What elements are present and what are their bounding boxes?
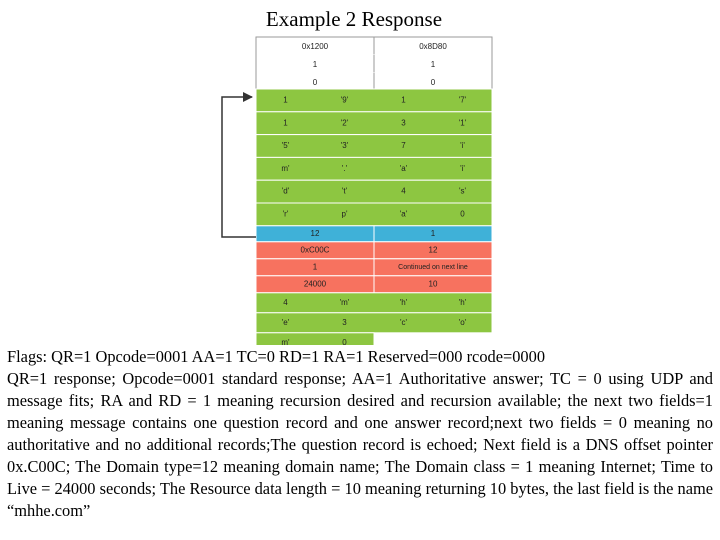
cell-text: 'd' [281,186,290,196]
cell-text: 3 [342,317,347,327]
cell-text: 'i' [460,163,465,173]
cell-text: 'a' [399,209,408,219]
cell-text: 'i' [460,141,465,151]
cell-text: '.' [341,163,348,173]
cell-text: 1 [312,262,318,272]
cell-text: 3 [401,118,406,128]
cell-text: 0x1200 [301,42,329,52]
cell-text: 0x8D80 [419,42,447,52]
cell-text: 'h' [458,297,467,307]
cell-text: '7' [458,95,467,105]
cell-text: 1 [283,95,288,105]
cell-text: '9' [340,95,349,105]
question-row [256,180,492,203]
cell-text: 'c' [399,317,408,327]
cell-text: 1 [283,118,288,128]
explanation-text: QR=1 response; Opcode=0001 standard response; AA=1 Authoritative answer; TC = 0 using UDP and message fits; RA and RD = 1 meaning recursion desired and recursion available; the next two fields=1 meaning message contains one question record and one answer record;next two fields = 0 meaning no authoritative and no additional records;The question record is echoed; Next field is a DNS offset pointer 0x.C00C; The Domain type=12 meaning domain name; The Domain class = 1 meaning Internet; Time to Live = 24000 seconds; The Resource data length = 10 meaning returning 10 bytes, the last field is the name “mhhe.com” [7,369,713,520]
cell-text: 'o' [458,317,467,327]
question-row [256,203,492,226]
cell-text: 24000 [303,279,327,289]
cell-text: 1 [430,60,436,70]
cell-text: 1 [401,95,406,105]
cell-text: 1 [312,60,318,70]
cell-text: 4 [401,186,406,196]
cell-text: 0xC00C [300,245,330,255]
cell-text: 10 [428,279,438,289]
question-row [256,89,492,112]
cell-text: 'm' [339,297,350,307]
cell-text: 't' [341,186,348,196]
cell-text: 4 [283,297,288,307]
data-row [256,313,492,333]
cell-text: '1' [458,118,467,128]
cell-text: m' [281,163,290,173]
cell-text: '5' [281,141,290,151]
cell-text: 0 [430,78,436,88]
cell-text: 12 [428,245,438,255]
cell-text: 'h' [399,297,408,307]
flags-line: Flags: QR=1 Opcode=0001 AA=1 TC=0 RD=1 RA=1 Reserved=000 rcode=0000 [7,347,546,366]
echo-pointer-arrow [222,97,256,237]
cell-text: 12 [310,228,320,238]
cell-text: 'a' [399,163,408,173]
cell-text: 0 [312,78,318,88]
cell-text: '3' [340,141,349,151]
cell-text: m' [281,337,290,345]
question-row [256,135,492,158]
cell-text: Continued on next line [398,264,468,272]
cell-text: 's' [458,186,467,196]
caption [7,346,713,522]
cell-text: p' [341,209,348,219]
question-row [256,157,492,180]
cell-text: 0 [342,337,347,345]
cell-text: 'r' [282,209,289,219]
data-row [256,293,492,313]
cell-text: '2' [340,118,349,128]
data-row [256,333,374,345]
cell-text: 7 [401,141,406,151]
cell-text: 'e' [281,317,290,327]
cell-text: 1 [430,228,436,238]
cell-text: 0 [460,209,465,219]
diagram-title: Example 2 Response [265,7,443,31]
question-row [256,112,492,135]
